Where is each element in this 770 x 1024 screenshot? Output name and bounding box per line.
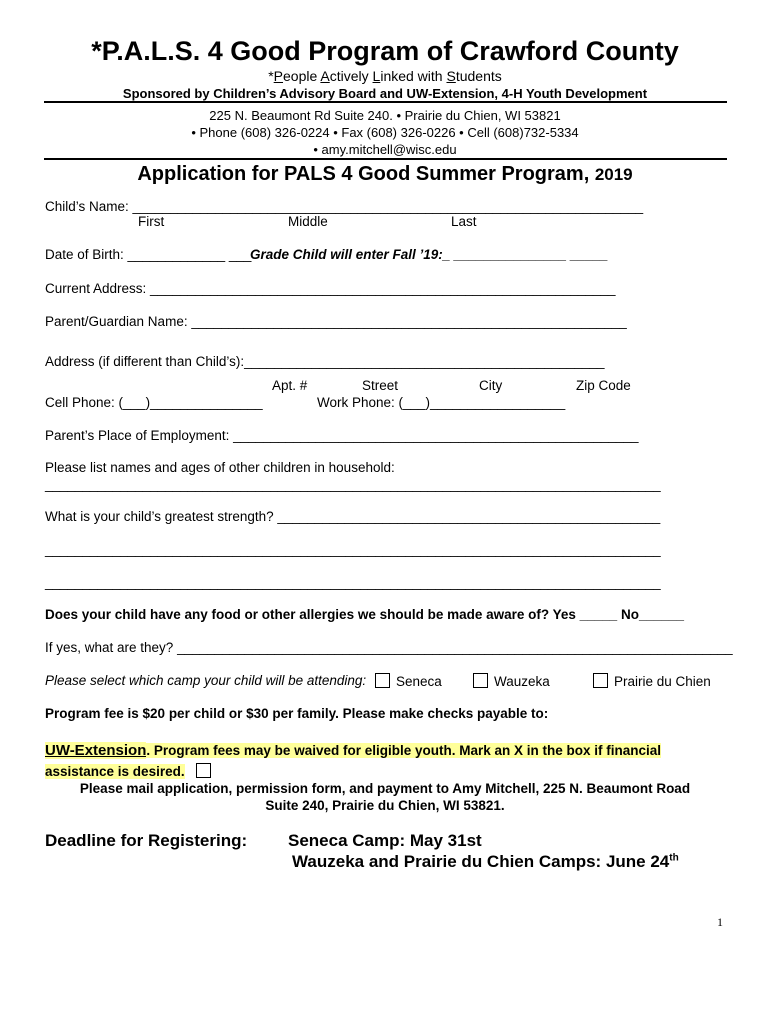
waiver-line-1: UW-Extension. Program fees may be waived for eligible youth. Mark an X in the box if financial: [45, 742, 662, 759]
street-label: Street: [362, 378, 399, 393]
strength-field[interactable]: What is your child’s greatest strength? ___________________________________________________: [45, 509, 661, 524]
page-number: 1: [717, 915, 723, 929]
name-middle-label: Middle: [288, 214, 328, 229]
other-children-label: Please list names and ages of other children in household:: [45, 460, 395, 475]
checkbox-icon[interactable]: [375, 673, 390, 688]
document-title: *P.A.L.S. 4 Good Program of Crawford County: [91, 36, 679, 66]
fee-info: Program fee is $20 per child or $30 per family. Please make checks payable to:: [45, 706, 549, 721]
camp-option-prairie[interactable]: Prairie du Chien: [593, 673, 711, 689]
email-line: • amy.mitchell@wisc.edu: [313, 142, 457, 157]
financial-assistance-checkbox[interactable]: [196, 763, 211, 778]
name-first-label: First: [138, 214, 165, 229]
allergies-question[interactable]: Does your child have any food or other allergies we should be made aware of? Yes _____ No______: [45, 607, 684, 622]
child-name-field[interactable]: Child’s Name: ____________________________________________________________________: [45, 199, 644, 214]
cell-phone-field[interactable]: Cell Phone: (___)_______________: [45, 395, 263, 410]
mail-instructions-2: Suite 240, Prairie du Chien, WI 53821.: [265, 798, 505, 813]
contact-line: • Phone (608) 326-0224 • Fax (608) 326-0226 • Cell (608)732-5334: [191, 125, 579, 140]
sponsor-line: Sponsored by Children’s Advisory Board and UW-Extension, 4-H Youth Development: [122, 86, 648, 101]
apt-label: Apt. #: [272, 378, 308, 393]
dob-field[interactable]: Date of Birth: _____________ ___: [45, 247, 252, 262]
mail-instructions-1: Please mail application, permission form, and payment to Amy Mitchell, 225 N. Beaumont Road: [79, 781, 691, 796]
work-phone-field[interactable]: Work Phone: (___)__________________: [317, 395, 566, 410]
camp-option-seneca[interactable]: Seneca: [375, 673, 442, 689]
name-last-label: Last: [451, 214, 477, 229]
checkbox-icon[interactable]: [473, 673, 488, 688]
application-title: Application for PALS 4 Good Summer Program, 2019: [137, 163, 633, 185]
camp-prompt: Please select which camp your child will be attending:: [45, 673, 367, 688]
zip-label: Zip Code: [576, 378, 631, 393]
waiver-line-2: assistance is desired.: [45, 763, 217, 779]
deadline-seneca: Seneca Camp: May 31st: [288, 831, 482, 850]
city-label: City: [479, 378, 503, 393]
deadline-others: Wauzeka and Prairie du Chien Camps: June 24th: [292, 852, 679, 871]
parent-name-field[interactable]: Parent/Guardian Name: __________________________________________________________: [45, 314, 627, 329]
other-children-line[interactable]: __________________________________________________________________________________: [45, 477, 661, 492]
alt-address-field[interactable]: Address (if different than Child’s):________________________________________________: [45, 354, 605, 369]
grade-field[interactable]: Grade Child will enter Fall ’19:_ _______________ _____: [250, 247, 608, 262]
address-line: 225 N. Beaumont Rd Suite 240. • Prairie du Chien, WI 53821: [209, 108, 561, 123]
strength-line-2[interactable]: __________________________________________________________________________________: [45, 542, 661, 557]
checkbox-icon[interactable]: [593, 673, 608, 688]
strength-line-3[interactable]: __________________________________________________________________________________: [45, 575, 661, 590]
divider: [44, 158, 727, 160]
camp-option-wauzeka[interactable]: Wauzeka: [473, 673, 550, 689]
deadline-label: Deadline for Registering:: [45, 831, 248, 850]
divider: [44, 101, 727, 103]
current-address-field[interactable]: Current Address: ______________________________________________________________: [45, 281, 616, 296]
uw-extension-label: UW-Extension: [45, 742, 147, 759]
employment-field[interactable]: Parent’s Place of Employment: ______________________________________________________: [45, 428, 639, 443]
tagline: *People Actively Linked with Students: [268, 68, 502, 84]
allergies-detail-field[interactable]: If yes, what are they? __________________________________________________________________________: [45, 640, 733, 655]
